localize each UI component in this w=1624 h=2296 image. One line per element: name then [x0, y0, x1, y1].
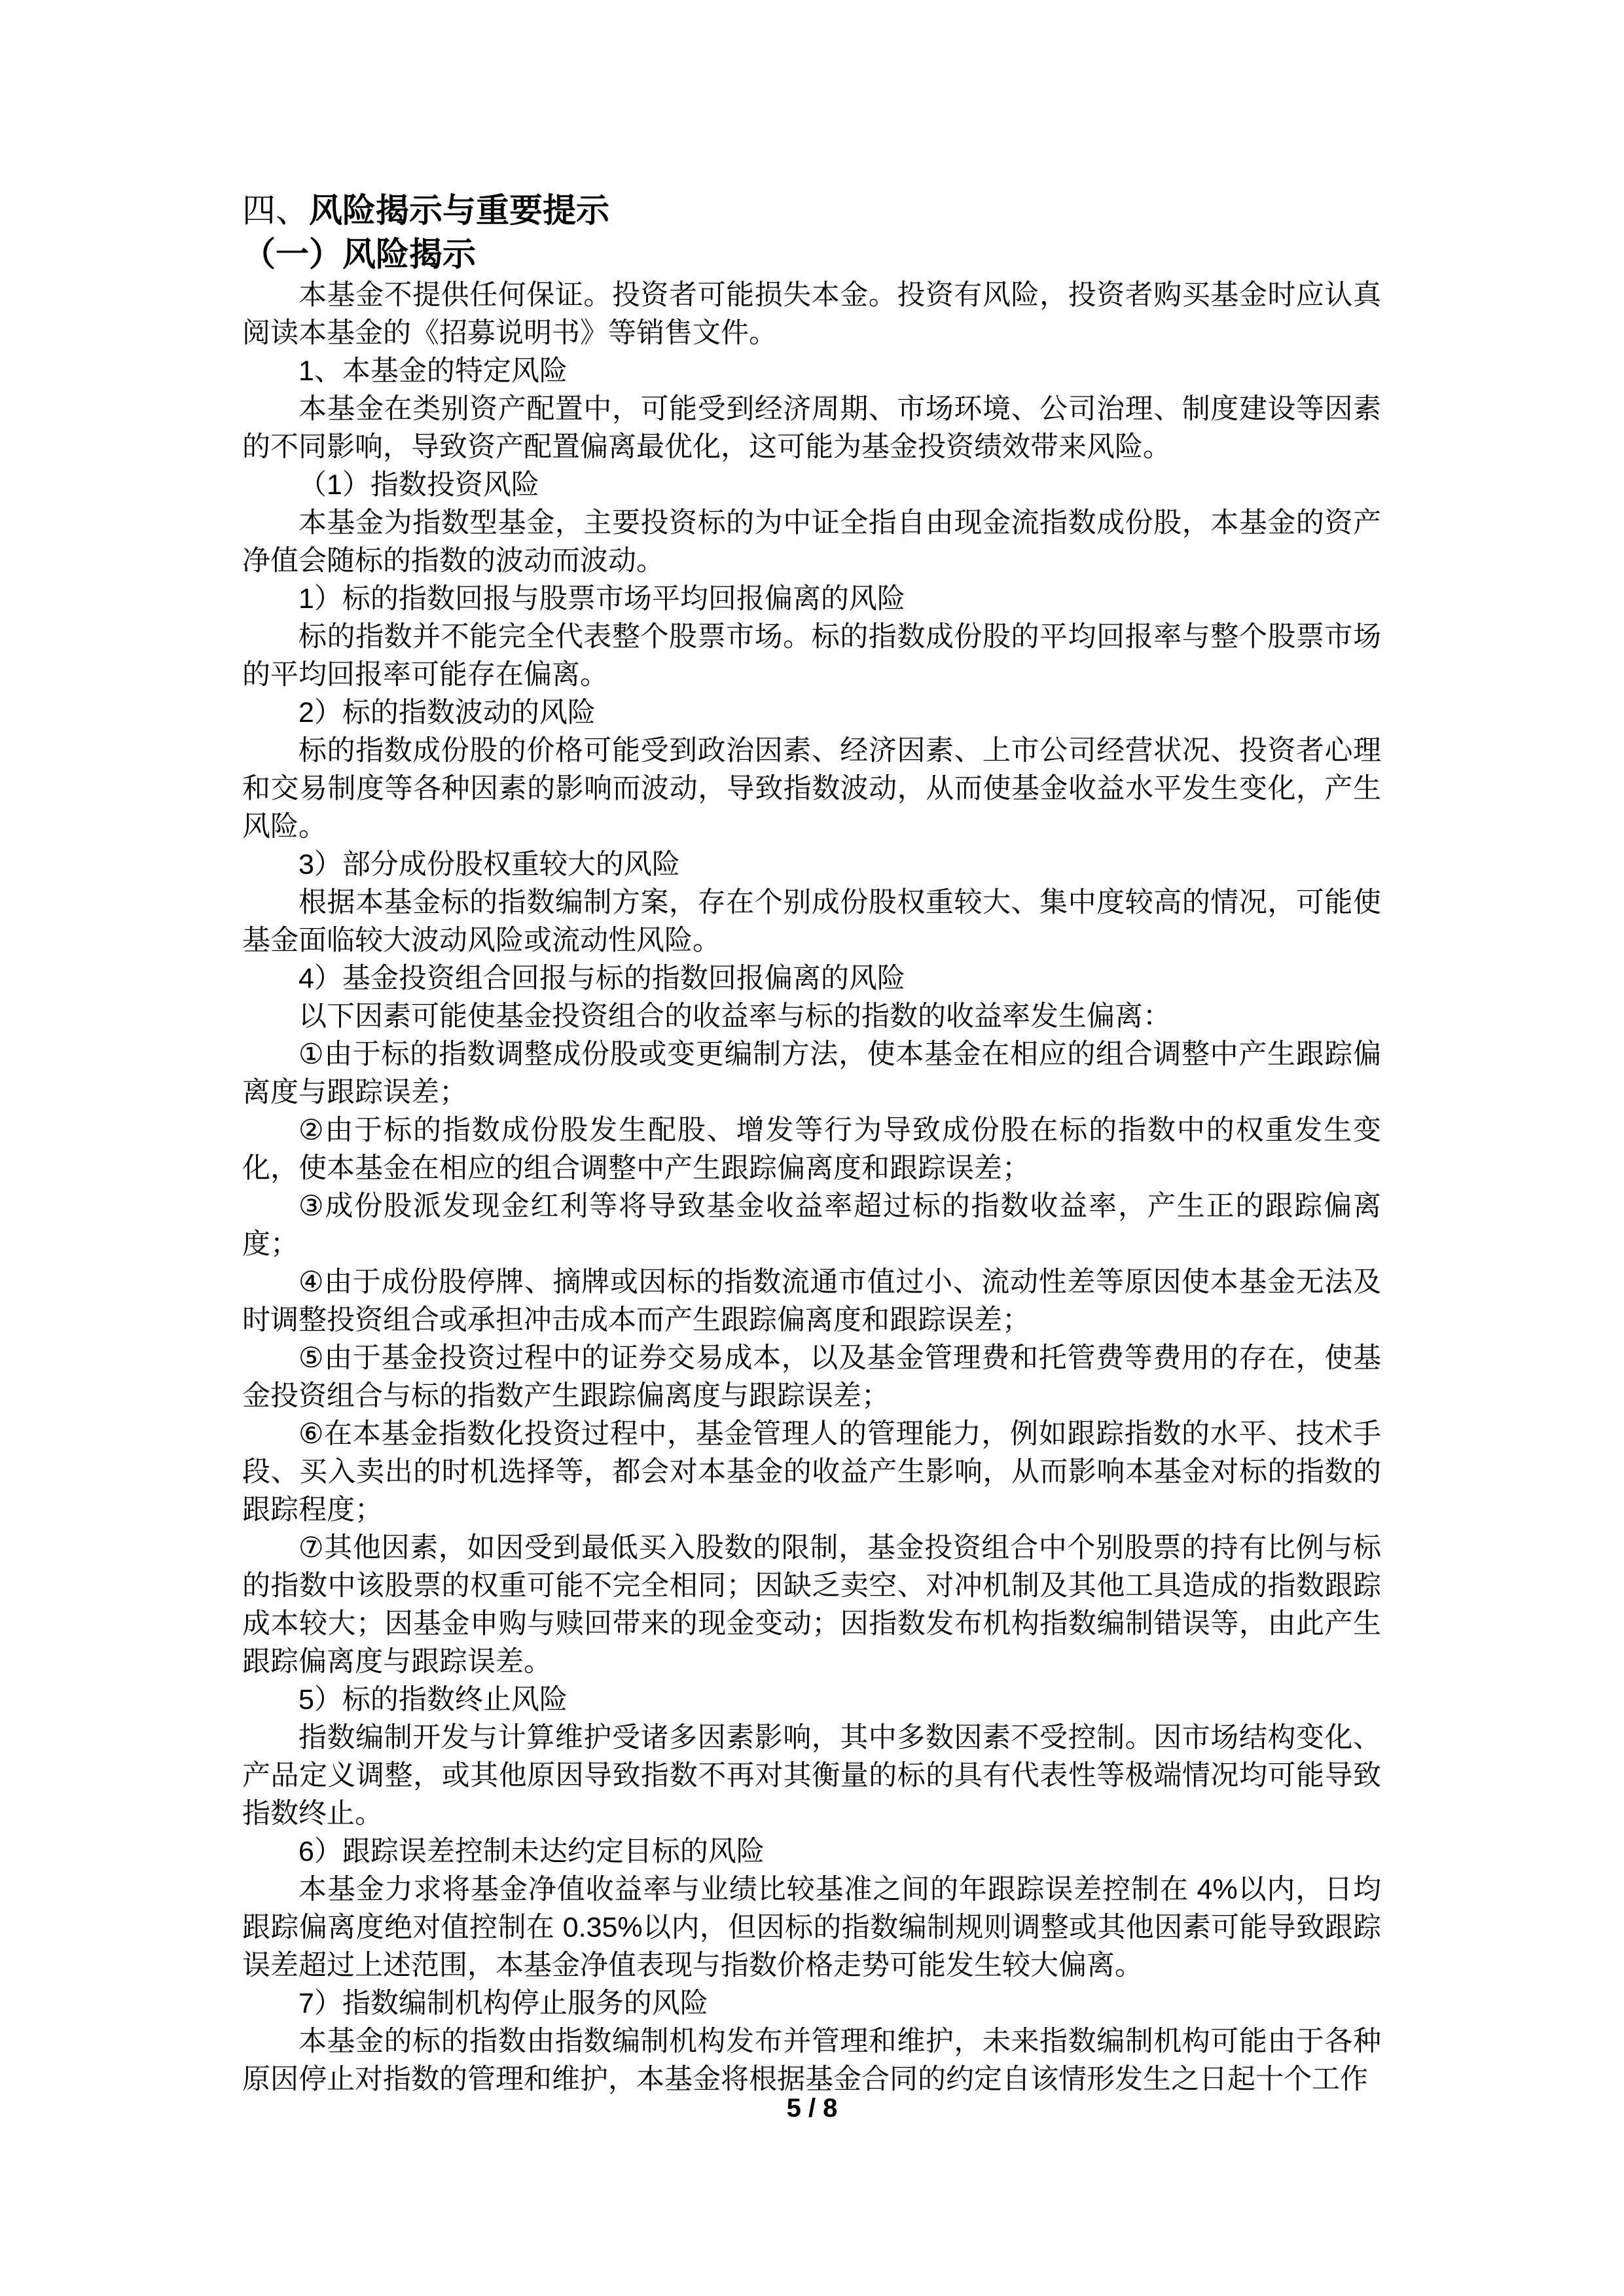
paragraph: 本基金力求将基金净值收益率与业绩比较基准之间的年跟踪误差控制在 4%以内，日均跟踪偏离度绝对值控制在 0.35%以内，但因标的指数编制规则调整或其他因素可能导致跟踪误差超过上述范围，本基金净值表现与指数价格走势可能发生较大偏离。	[242, 1874, 1381, 1981]
page-number: 5 / 8	[786, 2094, 838, 2123]
section-heading	[242, 188, 1381, 232]
paragraph: 根据本基金标的指数编制方案，存在个别成份股权重较大、集中度较高的情况，可能使基金面临较大波动风险或流动性风险。	[242, 887, 1381, 956]
paragraph: ⑤由于基金投资过程中的证券交易成本，以及基金管理费和托管费等费用的存在，使基金投资组合与标的指数产生跟踪偏离度与跟踪误差；	[242, 1342, 1381, 1412]
paragraph: 以下因素可能使基金投资组合的收益率与标的指数的收益率发生偏离：	[298, 1001, 1171, 1032]
paragraph: 6）跟踪误差控制未达约定目标的风险	[298, 1836, 765, 1867]
paragraph: 本基金的标的指数由指数编制机构发布并管理和维护，未来指数编制机构可能由于各种原因停止对指数的管理和维护，本基金将根据基金合同的约定自该情形发生之日起十个工作	[242, 2026, 1381, 2095]
paragraph: 本基金在类别资产配置中，可能受到经济周期、市场环境、公司治理、制度建设等因素的不同影响，导致资产配置偏离最优化，这可能为基金投资绩效带来风险。	[242, 393, 1381, 463]
paragraph: 5）标的指数终止风险	[298, 1684, 568, 1715]
paragraph: ⑦其他因素，如因受到最低买入股数的限制，基金投资组合中个别股票的持有比例与标的指数中该股票的权重可能不完全相同；因缺乏卖空、对冲机制及其他工具造成的指数跟踪成本较大；因基金申购与赎回带来的现金变动；因指数发布机构指数编制错误等，由此产生跟踪偏离度与跟踪误差。	[242, 1532, 1381, 1677]
paragraph: 标的指数成份股的价格可能受到政治因素、经济因素、上市公司经营状况、投资者心理和交易制度等各种因素的影响而波动，导致指数波动，从而使基金收益水平发生变化，产生风险。	[242, 735, 1381, 842]
paragraph: ①由于标的指数调整成份股或变更编制方法，使本基金在相应的组合调整中产生跟踪偏离度与跟踪误差；	[242, 1039, 1381, 1108]
paragraph: ④由于成份股停牌、摘牌或因标的指数流通市值过小、流动性差等原因使本基金无法及时调整投资组合或承担冲击成本而产生跟踪偏离度和跟踪误差；	[242, 1266, 1381, 1336]
paragraph: ⑥在本基金指数化投资过程中，基金管理人的管理能力，例如跟踪指数的水平、技术手段、买入卖出的时机选择等，都会对本基金的收益产生影响，从而影响本基金对标的指数的跟踪程度；	[242, 1418, 1381, 1526]
paragraph: ②由于标的指数成份股发生配股、增发等行为导致成份股在标的指数中的权重发生变化，使本基金在相应的组合调整中产生跟踪偏离度和跟踪误差；	[242, 1115, 1381, 1184]
document-content	[242, 188, 1381, 2098]
paragraph: 1）标的指数回报与股票市场平均回报偏离的风险	[298, 583, 905, 615]
section-title: 风险揭示与重要提示	[309, 192, 610, 229]
paragraph: 3）部分成份股权重较大的风险	[298, 849, 680, 880]
paragraph: ③成份股派发现金红利等将导致基金收益率超过标的指数收益率，产生正的跟踪偏离度；	[242, 1191, 1381, 1260]
paragraph: 2）标的指数波动的风险	[298, 697, 596, 728]
paragraphs-container	[242, 276, 1381, 2098]
paragraph: 指数编制开发与计算维护受诸多因素影响，其中多数因素不受控制。因市场结构变化、产品定义调整，或其他原因导致指数不再对其衡量的标的具有代表性等极端情况均可能导致指数终止。	[242, 1722, 1381, 1829]
section-number: 四、	[242, 192, 310, 229]
subsection-heading: （一）风险揭示	[242, 236, 477, 273]
paragraph: （1）指数投资风险	[298, 469, 539, 501]
paragraph: 7）指数编制机构停止服务的风险	[298, 1988, 708, 2019]
paragraph: 标的指数并不能完全代表整个股票市场。标的指数成份股的平均回报率与整个股票市场的平均回报率可能存在偏离。	[242, 621, 1381, 691]
paragraph: 本基金不提供任何保证。投资者可能损失本金。投资有风险，投资者购买基金时应认真阅读本基金的《招募说明书》等销售文件。	[242, 279, 1381, 349]
paragraph: 本基金为指数型基金，主要投资标的为中证全指自由现金流指数成份股，本基金的资产净值会随标的指数的波动而波动。	[242, 507, 1381, 577]
paragraph: 1、本基金的特定风险	[298, 355, 568, 387]
paragraph: 4）基金投资组合回报与标的指数回报偏离的风险	[298, 963, 905, 994]
